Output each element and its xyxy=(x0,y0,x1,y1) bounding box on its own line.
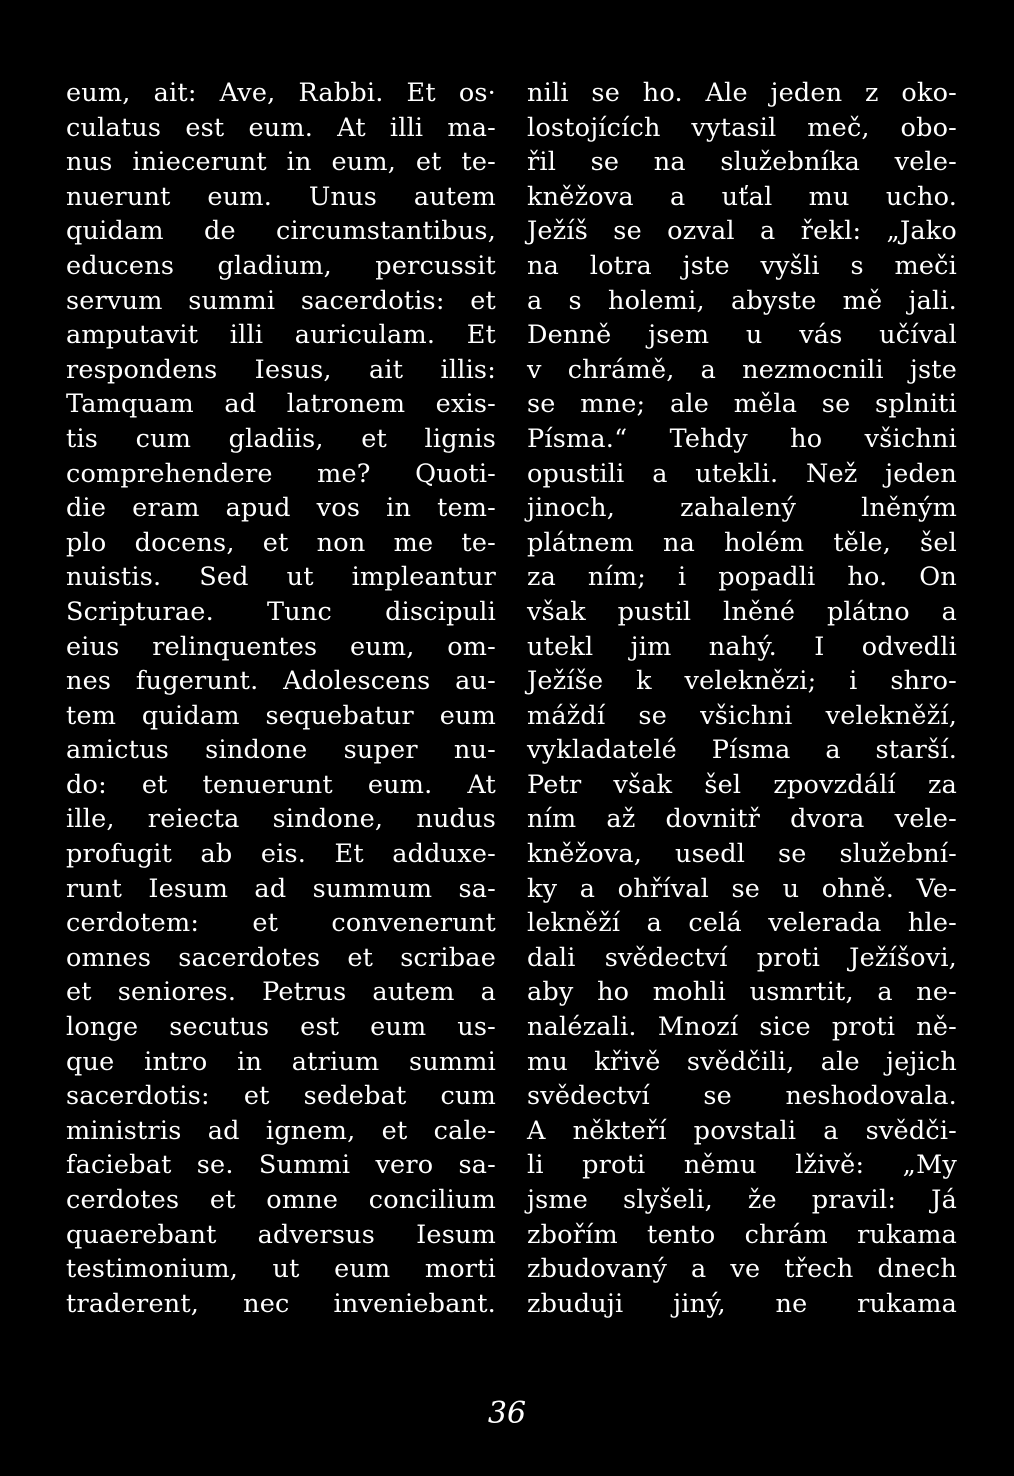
latin-text-line: cerdotes et omne concilium xyxy=(66,1185,496,1215)
latin-text-line: quaerebant adversus Iesum xyxy=(66,1219,496,1250)
latin-text-line: nes fugerunt. Adolescens au- xyxy=(66,666,496,697)
czech-text-line: Ježíše k veleknězi; i shro- xyxy=(527,666,957,697)
latin-text-line: plo docens, et non me te- xyxy=(66,527,496,558)
czech-text-line: však pustil lněné plátno a xyxy=(527,596,957,627)
czech-text-line: nalézali. Mnozí sice proti ně- xyxy=(527,1012,957,1043)
czech-text-line: jsme slyšeli, že pravil: Já xyxy=(527,1185,957,1215)
latin-text-line: eius relinquentes eum, om- xyxy=(66,631,496,662)
czech-text-line: utekl jim nahý. I odvedli xyxy=(527,631,957,662)
latin-text-line: amputavit illi auriculam. Et xyxy=(66,320,496,351)
latin-text-line: runt Iesum ad summum sa- xyxy=(66,873,496,904)
czech-text-line: za ním; i popadli ho. On xyxy=(527,562,957,593)
czech-text-line: vykladatelé Písma a starší. xyxy=(527,735,957,766)
latin-text-line: amictus sindone super nu- xyxy=(66,735,496,766)
latin-text-line: profugit ab eis. Et adduxe- xyxy=(66,839,496,870)
latin-text-line: comprehendere me? Quoti- xyxy=(66,458,496,489)
czech-text-line: a s holemi, abyste mě jali. xyxy=(527,285,957,316)
czech-text-line: máždí se všichni velekněží, xyxy=(527,700,957,731)
czech-text-line: zbořím tento chrám rukama xyxy=(527,1219,957,1250)
czech-text-line: ním až dovnitř dvora vele- xyxy=(527,804,957,835)
czech-text-line: A někteří povstali a svědči- xyxy=(527,1115,957,1146)
czech-text-line: mu křivě svědčili, ale jejich xyxy=(527,1046,957,1077)
latin-text-line: culatus est eum. At illi ma- xyxy=(66,112,496,143)
latin-text-line: respondens Iesus, ait illis: xyxy=(66,354,496,385)
czech-text-line: dali svědectví proti Ježíšovi, xyxy=(527,942,957,973)
latin-text-line: sacerdotis: et sedebat cum xyxy=(66,1081,496,1112)
latin-text-line: servum summi sacerdotis: et xyxy=(66,285,496,316)
czech-text-line: aby ho mohli usmrtit, a ne- xyxy=(527,977,957,1008)
latin-text-line: omnes sacerdotes et scribae xyxy=(66,942,496,973)
czech-text-line: jinoch, zahalený lněným xyxy=(527,493,957,524)
latin-text-line: tis cum gladiis, et lignis xyxy=(66,423,496,454)
latin-text-line: nuerunt eum. Unus autem xyxy=(66,181,496,212)
czech-text-line: Denně jsem u vás učíval xyxy=(527,320,957,351)
latin-text-line: longe secutus est eum us- xyxy=(66,1012,496,1043)
czech-text-line: plátnem na holém těle, šel xyxy=(527,527,957,558)
latin-text-line: educens gladium, percussit xyxy=(66,250,496,281)
czech-text-line: svědectví se neshodovala. xyxy=(527,1081,957,1112)
latin-text-line: nuistis. Sed ut impleantur xyxy=(66,562,496,593)
latin-text-line: ille, reiecta sindone, nudus xyxy=(66,804,496,835)
czech-text-line: řil se na služebníka vele- xyxy=(527,147,957,178)
czech-text-line: na lotra jste vyšli s meči xyxy=(527,250,957,281)
czech-text-line: ky a ohříval se u ohně. Ve- xyxy=(527,873,957,904)
czech-text-line: opustili a utekli. Než jeden xyxy=(527,458,957,489)
czech-text-line: Písma.“ Tehdy ho všichni xyxy=(527,423,957,454)
latin-text-line: ministris ad ignem, et cale- xyxy=(66,1115,496,1146)
latin-text-line: cerdotem: et convenerunt xyxy=(66,908,496,939)
latin-text-line: faciebat se. Summi vero sa- xyxy=(66,1150,496,1181)
latin-text-line: testimonium, ut eum morti xyxy=(66,1254,496,1285)
latin-text-line: nus iniecerunt in eum, et te- xyxy=(66,147,496,178)
czech-text-line: lekněží a celá velerada hle- xyxy=(527,908,957,939)
czech-text-line: kněžova a uťal mu ucho. xyxy=(527,181,957,212)
latin-text-line: Tamquam ad latronem exis- xyxy=(66,389,496,420)
latin-text-line: Scripturae. Tunc discipuli xyxy=(66,596,496,627)
latin-text-line: die eram apud vos in tem- xyxy=(66,493,496,524)
latin-text-line: quidam de circumstantibus, xyxy=(66,216,496,247)
czech-text-line: nili se ho. Ale jeden z oko- xyxy=(527,78,957,108)
latin-text-line: eum, ait: Ave, Rabbi. Et os· xyxy=(66,78,496,108)
czech-text-line: Ježíš se ozval a řekl: „Jako xyxy=(527,216,957,247)
latin-text-line: que intro in atrium summi xyxy=(66,1046,496,1077)
latin-column xyxy=(66,76,496,1321)
czech-text-line: Petr však šel zpovzdálí za xyxy=(527,769,957,800)
latin-text-line: et seniores. Petrus autem a xyxy=(66,977,496,1008)
latin-text-line: tem quidam sequebatur eum xyxy=(66,700,496,731)
czech-text-line: se mne; ale měla se splniti xyxy=(527,389,957,420)
czech-text-line: li proti němu lživě: „My xyxy=(527,1150,957,1181)
czech-text-line: zbudovaný a ve třech dnech xyxy=(527,1254,957,1285)
czech-text-line: zbuduji jiný, ne rukama xyxy=(527,1288,957,1319)
czech-text-line: lostojících vytasil meč, obo- xyxy=(527,112,957,143)
czech-text-line: kněžova, usedl se služební- xyxy=(527,839,957,870)
latin-text-line: traderent, nec inveniebant. xyxy=(66,1288,496,1319)
czech-text-line: v chrámě, a nezmocnili jste xyxy=(527,354,957,385)
latin-text-line: do: et tenuerunt eum. At xyxy=(66,769,496,800)
czech-column xyxy=(527,76,957,1321)
page-number: 36 xyxy=(487,1396,527,1431)
